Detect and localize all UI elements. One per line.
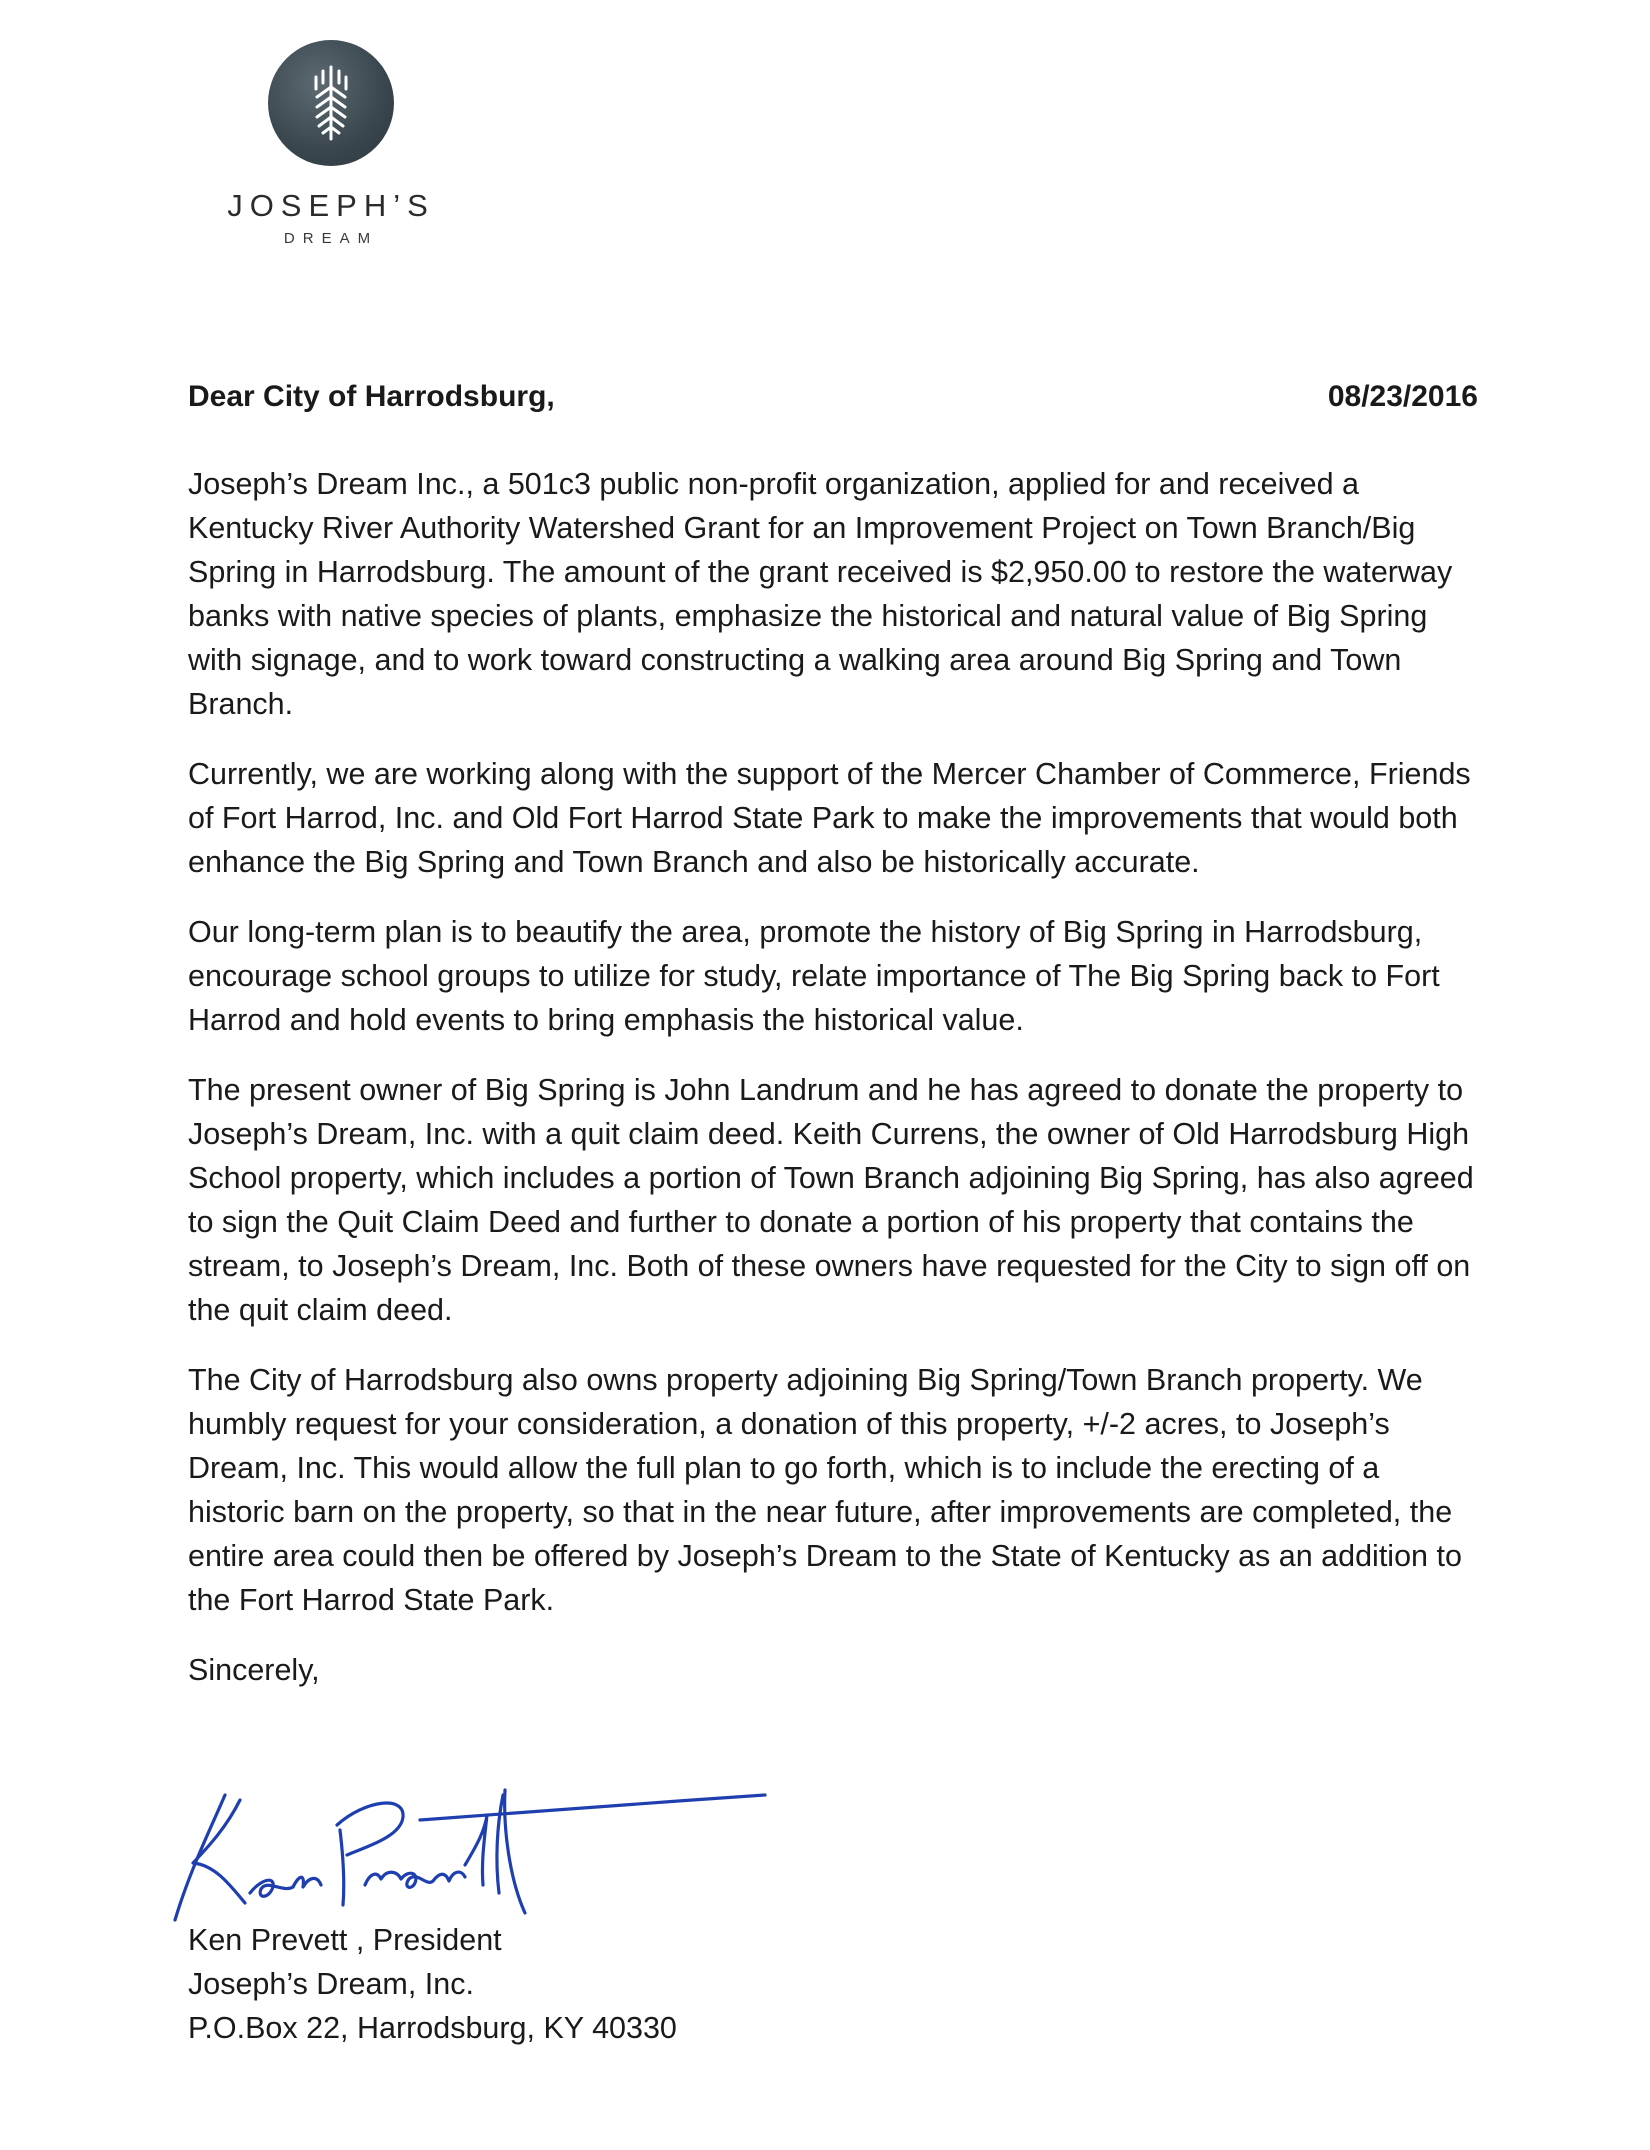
paragraph-plan: Our long-term plan is to beautify the area, promote the history of Big Spring in Harrodsburg, encourage school groups to utilize for study, relate importance of The Big Spring back to Fort Harrod and hold events to bring emphasis the historical value. <box>188 915 1440 1037</box>
letterhead <box>206 40 456 247</box>
signature <box>165 1775 785 1930</box>
logo <box>268 40 394 166</box>
sender-block <box>188 1918 677 2050</box>
wheat-icon <box>299 63 363 143</box>
closing: Sincerely, <box>188 1653 320 1687</box>
salutation: Dear City of Harrodsburg, <box>188 380 555 413</box>
paragraph-owners: The present owner of Big Spring is John Landrum and he has agreed to donate the property to Joseph’s Dream, Inc. with a quit claim deed. Keith Currens, the owner of Old Harrodsburg High School property, which includes a portion of Town Branch adjoining Big Spring, has also agreed to sign the Quit Claim Deed and further to donate a portion of his property that contains the stream, to Joseph’s Dream, Inc. Both of these owners have requested for the City to sign off on the quit claim deed. <box>188 1073 1474 1327</box>
paragraph-support: Currently, we are working along with the support of the Mercer Chamber of Commerce, Friends of Fort Harrod, Inc. and Old Fort Harrod State Park to make the improvements that would both enhance the Big Spring and Town Branch and also be historically accurate. <box>188 757 1471 879</box>
sender-address: P.O.Box 22, Harrodsburg, KY 40330 <box>188 2011 677 2045</box>
letter-body <box>188 462 1478 1718</box>
brand-name: JOSEPH’S <box>227 188 435 223</box>
letter-header <box>188 380 1478 414</box>
paragraph-request: The City of Harrodsburg also owns property adjoining Big Spring/Town Branch property. We humbly request for your consideration, a donation of this property, +/-2 acres, to Joseph’s Dream, Inc. This would allow the full plan to go forth, which is to include the erecting of a historic barn on the property, so that in the near future, after improvements are completed, the entire area could then be offered by Joseph’s Dream to the State of Kentucky as an addition to the Fort Harrod State Park. <box>188 1363 1462 1617</box>
letter-date: 08/23/2016 <box>1327 380 1478 413</box>
sender-name-title: Ken Prevett , President <box>188 1923 502 1957</box>
paragraph-grant: Joseph’s Dream Inc., a 501c3 public non-profit organization, applied for and received a Kentucky River Authority Watershed Grant for an Improvement Project on Town Branch/Big Spring in Harrodsburg. The amount of the grant received is $2,950.00 to restore the waterway banks with native species of plants, emphasize the historical and natural value of Big Spring with signage, and to work toward constructing a walking area around Big Spring and Town Branch. <box>188 467 1453 721</box>
brand-subtitle: DREAM <box>283 230 379 247</box>
sender-organization: Joseph’s Dream, Inc. <box>188 1967 474 2001</box>
